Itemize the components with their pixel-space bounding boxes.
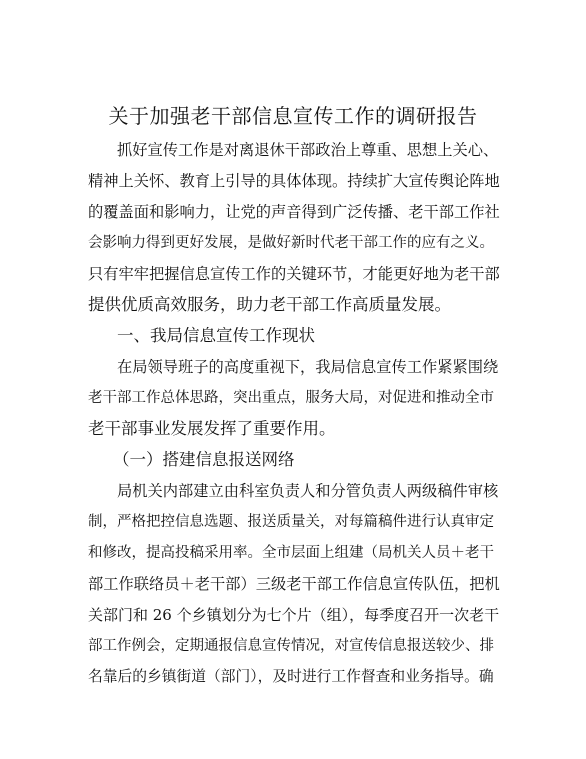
text-line: 提供优质高效服务，助力老干部工作高质量发展。 bbox=[88, 295, 451, 314]
document-title: 关于加强老干部信息宣传工作的调研报告 bbox=[108, 104, 478, 128]
text-line: 部工作联络员＋老干部）三级老干部工作信息宣传队伍，把机 bbox=[88, 575, 500, 593]
text-line: 名靠后的乡镇街道（部门），及时进行工作督查和业务指导。确 bbox=[88, 668, 494, 685]
text-line: 部工作例会，定期通报信息宣传情况，对宣传信息报送较少、排 bbox=[88, 638, 494, 654]
text-line: 在局领导班子的高度重视下，我局信息宣传工作紧紧围绕 bbox=[117, 358, 499, 376]
text-line: 制，严格把控信息选题、报送质量关，对每篇稿件进行认真审定 bbox=[88, 514, 494, 530]
text-line: 老干部事业发展发挥了重要作用。 bbox=[88, 419, 336, 438]
text-line: 老干部工作总体思路，突出重点，服务大局，对促进和推动全市 bbox=[88, 390, 494, 406]
text-line: 精神上关怀、教育上引导的具体体现。持续扩大宣传舆论阵地 bbox=[88, 172, 500, 190]
subsection-heading: （一）搭建信息报送网络 bbox=[113, 450, 295, 469]
text-line: 关部门和 26 个乡镇划分为七个片（组），每季度召开一次老干 bbox=[88, 606, 500, 624]
text-line: 的覆盖面和影响力，让党的声音得到广泛传播、老干部工作社 bbox=[88, 203, 500, 221]
section-heading: 一、我局信息宣传工作现状 bbox=[117, 326, 315, 345]
text-line: 和修改，提高投稿采用率。全市层面上组建（局机关人员＋老干 bbox=[88, 545, 494, 561]
text-line: 抓好宣传工作是对离退休干部政治上尊重、思想上关心、 bbox=[117, 141, 499, 159]
text-line: 局机关内部建立由科室负责人和分管负责人两级稿件审核 bbox=[117, 482, 499, 500]
text-line: 会影响力得到更好发展，是做好新时代老干部工作的应有之义。 bbox=[88, 235, 494, 251]
text-line: 只有牢牢把握信息宣传工作的关键环节，才能更好地为老干部 bbox=[88, 265, 500, 283]
